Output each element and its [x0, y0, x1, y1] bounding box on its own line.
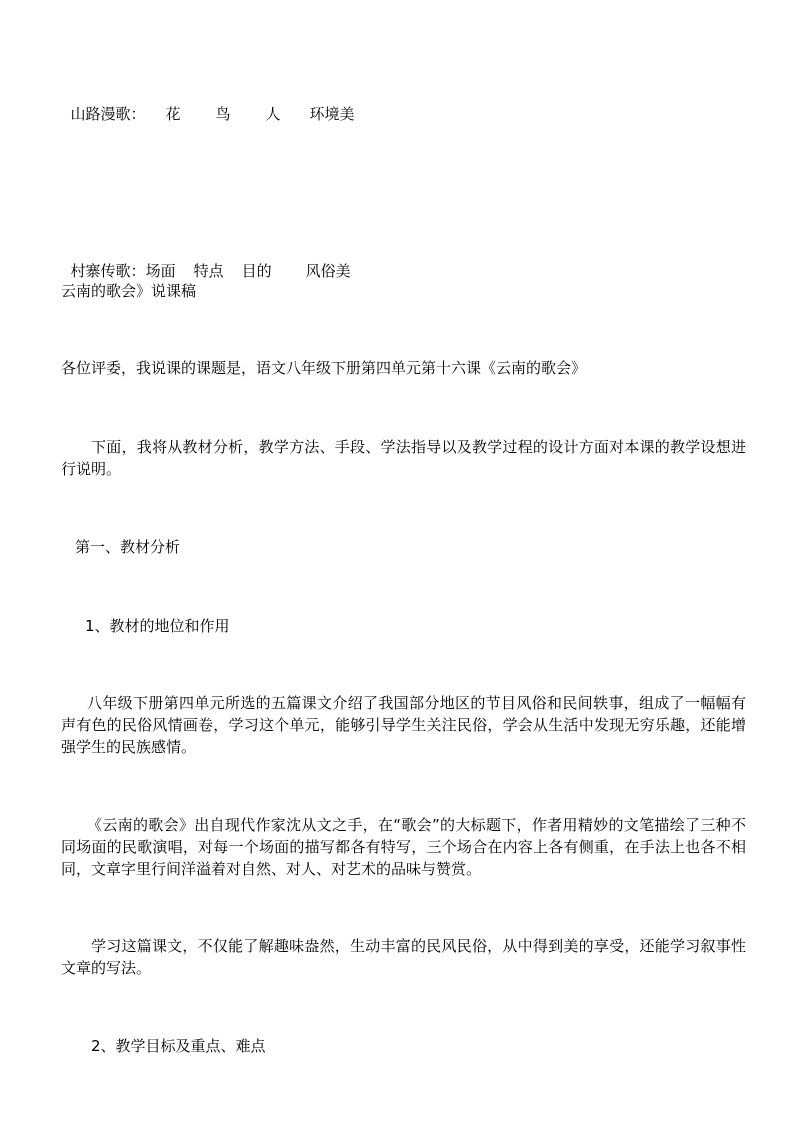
outline-road-item-flower: 花: [165, 105, 181, 123]
outline-village-item-feature: 特点: [193, 262, 224, 280]
intro-paragraph: 下面，我将从教材分析，教学方法、手段、学法指导以及教学过程的设计方面对本课的教学设想进行说明。: [61, 438, 746, 478]
outline-road-item-people: 人: [265, 105, 281, 123]
body-paragraph-3: 学习这篇课文，不仅能了解趣味盎然，生动丰富的民风民俗，从中得到美的享受，还能学习叙事性文章的写法。: [61, 937, 746, 977]
outline-road-label: 山路漫歌：: [70, 105, 146, 123]
body-paragraph-1: 八年级下册第四单元所选的五篇课文介绍了我国部分地区的节目风俗和民间轶事，组成了一幅幅有声有色的民俗风情画卷，学习这个单元，能够引导学生关注民俗，学会从生活中发现无穷乐趣，还能增强学生的民族感情。: [61, 694, 746, 756]
outline-village-item-scene: 场面: [145, 262, 176, 280]
outline-village-label: 村寨传歌：: [70, 262, 146, 280]
greeting-paragraph: 各位评委，我说课的课题是，语文八年级下册第四单元第十六课《云南的歌会》: [61, 359, 587, 377]
document-title: 云南的歌会》说课稿: [61, 282, 197, 300]
outline-village-theme: 风俗美: [305, 262, 351, 280]
outline-village-item-purpose: 目的: [241, 262, 272, 280]
section1-heading: 第一、教材分析: [75, 538, 181, 556]
outline-road-theme: 环境美: [309, 105, 355, 123]
subsection1-heading: 1、教材的地位和作用: [85, 617, 230, 635]
outline-road-line: [61, 81, 355, 125]
body-paragraph-2: 《云南的歌会》出自现代作家沈从文之手，在“歌会”的大标题下，作者用精妙的文笔描绘了三种不同场面的民歌演唱，对每一个场面的描写都各有特写，三个场合在内容上各有侧重，在手法上也各不相同，文章字里行间洋溢着对自然、对人、对艺术的品味与赞赏。: [61, 816, 746, 878]
outline-road-item-bird: 鸟: [215, 105, 231, 123]
subsection2-heading: 2、教学目标及重点、难点: [91, 1037, 266, 1055]
outline-village-line: [61, 238, 351, 282]
